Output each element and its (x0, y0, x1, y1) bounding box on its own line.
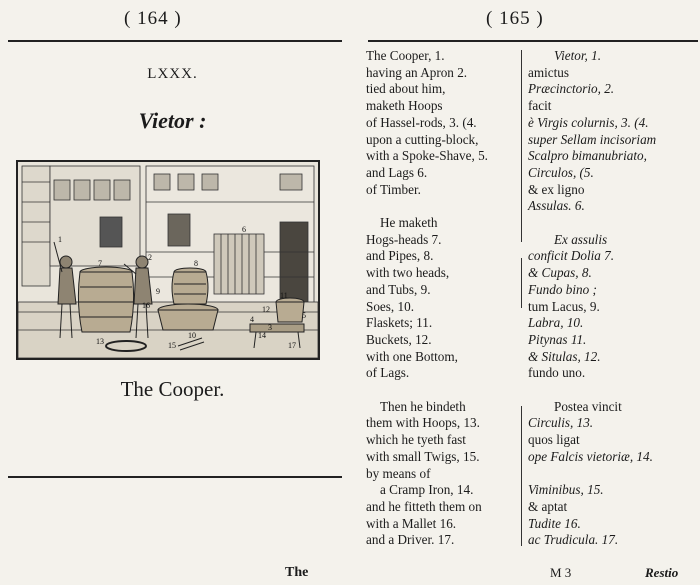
latin-line: Postea vincit (554, 398, 622, 414)
latin-line: & Situlas, 12. (528, 348, 601, 364)
english-line: of Hassel-rods, 3. (4. (366, 114, 477, 130)
english-line: upon a cutting-block, (366, 131, 479, 147)
chapter-number: LXXX. (147, 66, 198, 82)
english-line: having an Apron 2. (366, 64, 468, 80)
latin-line: Vietor, 1. (554, 48, 602, 63)
latin-spacer (528, 215, 688, 232)
catchword-left: The (285, 565, 309, 580)
header-rule-left (8, 40, 342, 42)
english-line: He maketh (380, 215, 438, 231)
english-line: a Cramp Iron, 14. (380, 482, 474, 498)
fig-label-8: 8 (194, 259, 198, 268)
latin-line: Assulas. 6. (528, 198, 585, 214)
page-number-left: ( 164 ) (124, 8, 182, 29)
english-line: Buckets, 12. (366, 331, 432, 347)
latin-line: Præcinctorio, 2. (528, 81, 615, 97)
latin-line: amictus (528, 64, 570, 80)
english-line: maketh Hoops (366, 98, 443, 114)
latin-line: Pitynas 11. (528, 331, 587, 347)
english-line: Hogs-heads 7. (366, 231, 442, 247)
english-line: with a Mallet 16. (366, 515, 457, 531)
fig-label-15: 15 (168, 341, 176, 350)
fig-label-1: 1 (58, 235, 62, 244)
catchword-right: Restio (645, 565, 679, 580)
english-spacer (366, 382, 516, 399)
column-divider-1 (521, 50, 522, 242)
english-line: by means of (366, 465, 431, 481)
english-column (366, 48, 516, 549)
english-line: them with Hoops, 13. (366, 415, 480, 431)
english-line: and Tubs, 9. (366, 281, 431, 297)
latin-line: ope Falcis vietoriæ, 14. (528, 448, 653, 464)
latin-line: facit (528, 98, 552, 114)
english-spacer (366, 198, 516, 215)
english-line: with a Spoke-Shave, 5. (366, 148, 488, 164)
fig-label-13: 13 (96, 337, 104, 346)
fig-label-4: 4 (250, 315, 254, 324)
latin-line: Fundo bino ; (528, 281, 597, 297)
english-line: and he fitteth them on (366, 498, 482, 514)
fig-label-12: 12 (262, 305, 270, 314)
fig-label-10: 10 (188, 331, 196, 340)
bottom-rule-left (8, 476, 342, 478)
english-line: and Pipes, 8. (366, 248, 434, 264)
latin-line: fundo uno. (528, 365, 586, 381)
latin-column (528, 48, 688, 549)
latin-line: & ex ligno (528, 181, 585, 197)
latin-line: ac Trudicula. 17. (528, 532, 619, 548)
latin-line: Ex assulis (554, 231, 608, 247)
fig-label-7: 7 (98, 259, 102, 268)
fig-label-3: 3 (268, 323, 272, 332)
column-divider-2 (521, 258, 522, 308)
fig-label-14: 14 (258, 331, 266, 340)
column-divider-3 (521, 406, 522, 546)
latin-line: Scalpro bimanubriato, (528, 148, 647, 164)
english-line: of Lags. (366, 365, 410, 381)
english-line: with one Bottom, (366, 348, 458, 364)
latin-line: Viminibus, 15. (528, 482, 604, 498)
english-line: tied about him, (366, 81, 446, 97)
latin-line: Labra, 10. (528, 315, 584, 331)
fig-label-11: 11 (280, 291, 288, 300)
fig-label-2: 2 (148, 253, 152, 262)
left-page (0, 0, 345, 585)
latin-title: Vietor : (138, 108, 207, 133)
woodcut-illustration (16, 160, 320, 360)
fig-label-5: 5 (302, 311, 306, 320)
english-line: Soes, 10. (366, 298, 414, 314)
english-line: of Timber. (366, 181, 421, 197)
english-line: with two heads, (366, 265, 450, 281)
illustration-caption: The Cooper. (120, 377, 225, 401)
header-rule-right (368, 40, 698, 42)
fig-label-9: 9 (156, 287, 160, 296)
fig-label-17: 17 (288, 341, 296, 350)
english-line: and Lags 6. (366, 164, 428, 180)
latin-line: Tudite 16. (528, 515, 581, 531)
latin-line: Circulis, 13. (528, 415, 594, 431)
latin-line: super Sellam incisoriam (528, 131, 657, 147)
latin-line: & Cupas, 8. (528, 265, 592, 281)
latin-line: conficit Dolia 7. (528, 248, 615, 264)
fig-label-6: 6 (242, 225, 246, 234)
cooper-workshop-illustration (18, 162, 318, 358)
latin-spacer (528, 466, 688, 483)
english-line: and a Driver. 17. (366, 532, 455, 548)
fig-label-16: 16 (142, 301, 150, 310)
latin-line: tum Lacus, 9. (528, 298, 600, 314)
english-line: Then he bindeth (380, 398, 466, 414)
english-line: Flaskets; 11. (366, 315, 433, 331)
latin-line: è Virgis colurnis, 3. (4. (528, 114, 649, 130)
english-line: The Cooper, 1. (366, 48, 445, 63)
latin-line: & aptat (528, 498, 568, 514)
latin-line: quos ligat (528, 432, 580, 448)
english-line: with small Twigs, 15. (366, 448, 480, 464)
english-line: which he tyeth fast (366, 432, 466, 448)
latin-line: Circulos, (5. (528, 164, 594, 180)
page-number-right: ( 165 ) (486, 8, 544, 29)
signature-mark: M 3 (550, 565, 572, 580)
latin-spacer (528, 382, 688, 399)
